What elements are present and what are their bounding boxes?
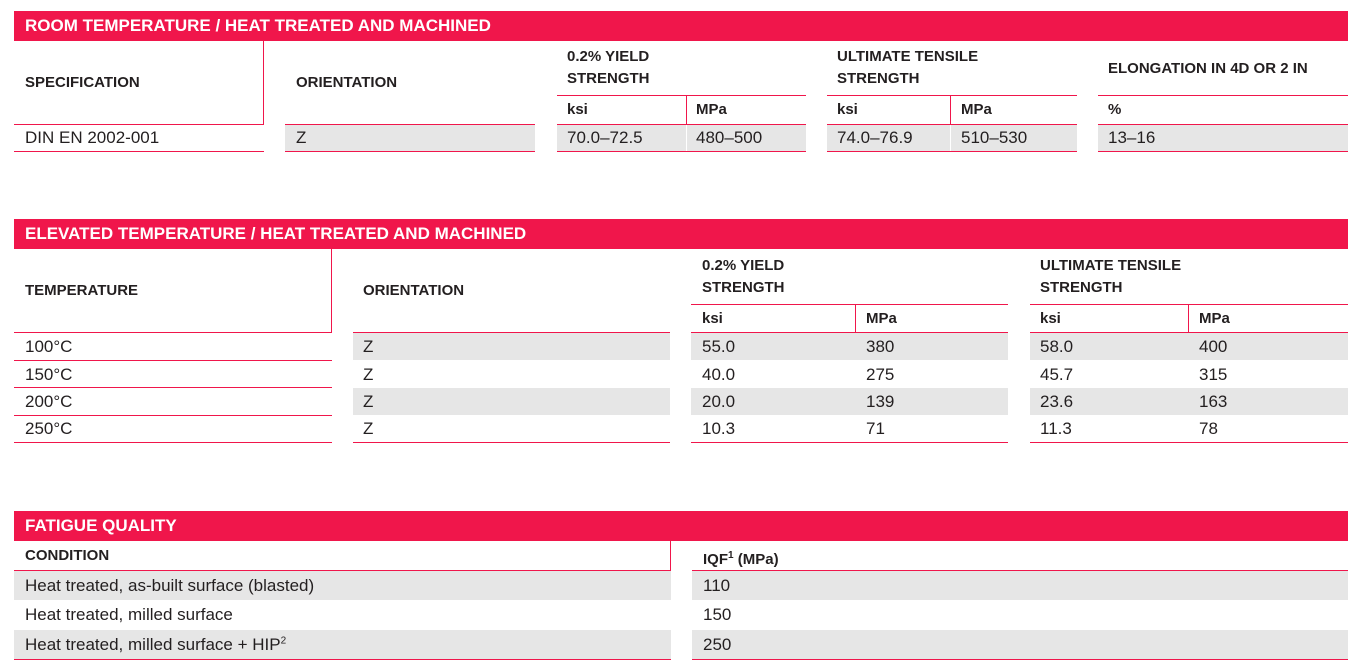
row-shade — [691, 333, 1008, 360]
header-yield-line2: STRENGTH — [702, 279, 785, 296]
header-yield-line2: STRENGTH — [567, 70, 650, 87]
row-shade — [1030, 388, 1348, 415]
elevated-orientation: Z — [363, 392, 374, 411]
room-uts-mpa: 510–530 — [961, 128, 1028, 147]
elevated-yield-ksi: 40.0 — [702, 365, 736, 384]
fatigue-condition: Heat treated, milled surface + $HIP^2$ — [25, 635, 287, 654]
header-yield-line1: 0.2% YIELD — [567, 48, 650, 65]
room-orientation: Z — [296, 128, 307, 147]
divider — [14, 360, 332, 361]
divider — [331, 249, 332, 332]
header-temperature: TEMPERATURE — [25, 282, 139, 299]
elevated-temperature: 150°C — [25, 365, 73, 384]
header-yield-mpa: MPa — [866, 310, 897, 327]
fatigue-iqf: 150 — [703, 605, 732, 624]
divider — [1098, 95, 1348, 96]
fatigue-condition: Heat treated, milled surface — [25, 605, 233, 624]
row-shade — [285, 125, 535, 151]
elevated-yield-ksi: 55.0 — [702, 337, 736, 356]
divider — [14, 124, 264, 125]
header-uts-line1: ULTIMATE TENSILE — [837, 48, 979, 65]
elevated-orientation: Z — [363, 337, 374, 356]
room-specification: DIN EN 2002-001 — [25, 128, 160, 147]
divider — [14, 151, 264, 152]
row-shade — [692, 630, 1348, 659]
divider — [353, 442, 670, 443]
header-uts-ksi: ksi — [1040, 310, 1061, 327]
elevated-temperature: 200°C — [25, 392, 73, 411]
fatigue-iqf: 110 — [703, 576, 731, 595]
elevated-uts-mpa: 163 — [1199, 392, 1228, 411]
room-yield-ksi: 70.0–72.5 — [567, 128, 643, 147]
elevated-orientation: Z — [363, 419, 374, 438]
elevated-uts-ksi: 45.7 — [1040, 365, 1074, 384]
header-condition: CONDITION — [25, 547, 110, 564]
divider — [285, 151, 535, 152]
room-temperature-title: ROOM TEMPERATURE / HEAT TREATED AND MACHINED — [14, 11, 1348, 41]
elevated-uts-mpa: 315 — [1199, 365, 1228, 384]
divider — [1030, 442, 1348, 443]
divider — [950, 95, 951, 125]
elevated-temperature: 250°C — [25, 419, 73, 438]
header-orientation: ORIENTATION — [363, 282, 465, 299]
header-iqf: IQF$^1$ (MPa) — [703, 550, 779, 568]
elevated-yield-mpa: 71 — [866, 419, 885, 438]
divider — [1098, 151, 1348, 152]
divider — [1188, 304, 1189, 332]
header-yield-mpa: MPa — [696, 101, 727, 118]
header-yield-ksi: ksi — [567, 101, 588, 118]
header-uts-line2: STRENGTH — [837, 70, 920, 87]
header-orientation: ORIENTATION — [296, 74, 398, 91]
header-elongation: ELONGATION IN 4D OR 2 IN — [1108, 60, 1308, 77]
divider — [686, 125, 687, 151]
elevated-uts-ksi: 11.3 — [1040, 419, 1072, 438]
elevated-orientation: Z — [363, 365, 374, 384]
fatigue-iqf: 250 — [703, 635, 732, 654]
header-uts-ksi: ksi — [837, 101, 858, 118]
divider — [691, 304, 1008, 305]
room-yield-mpa: 480–500 — [696, 128, 763, 147]
divider — [670, 541, 671, 571]
divider — [557, 95, 806, 96]
row-shade — [691, 388, 1008, 415]
fatigue-condition: Heat treated, as-built surface (blasted) — [25, 576, 315, 595]
divider — [691, 442, 1008, 443]
fatigue-quality-title: FATIGUE QUALITY — [14, 511, 1348, 541]
header-uts-line2: STRENGTH — [1040, 279, 1123, 296]
divider — [14, 415, 332, 416]
divider — [14, 387, 332, 388]
divider — [14, 442, 332, 443]
header-uts-line1: ULTIMATE TENSILE — [1040, 257, 1182, 274]
elevated-temperature: 100°C — [25, 337, 73, 356]
row-shade — [353, 388, 670, 415]
row-shade — [692, 571, 1348, 600]
elevated-uts-mpa: 78 — [1199, 419, 1218, 438]
divider — [692, 659, 1348, 660]
header-uts-mpa: MPa — [961, 101, 992, 118]
room-uts-ksi: 74.0–76.9 — [837, 128, 913, 147]
header-yield-ksi: ksi — [702, 310, 723, 327]
elevated-yield-ksi: 20.0 — [702, 392, 736, 411]
row-shade — [1030, 333, 1348, 360]
divider — [855, 304, 856, 332]
header-percent: % — [1108, 101, 1122, 118]
divider — [827, 95, 1077, 96]
header-specification: SPECIFICATION — [25, 74, 140, 91]
elevated-uts-mpa: 400 — [1199, 337, 1228, 356]
divider — [263, 41, 264, 125]
elevated-yield-ksi: 10.3 — [702, 419, 736, 438]
divider — [1030, 304, 1348, 305]
elevated-yield-mpa: 275 — [866, 365, 895, 384]
divider — [14, 659, 671, 660]
elevated-yield-mpa: 380 — [866, 337, 895, 356]
divider — [827, 151, 1077, 152]
divider — [14, 332, 332, 333]
elevated-uts-ksi: 23.6 — [1040, 392, 1074, 411]
header-yield-line1: 0.2% YIELD — [702, 257, 785, 274]
elevated-yield-mpa: 139 — [866, 392, 895, 411]
divider — [686, 95, 687, 125]
header-uts-mpa: MPa — [1199, 310, 1230, 327]
divider — [557, 151, 806, 152]
divider — [950, 125, 951, 151]
room-elongation: 13–16 — [1108, 128, 1156, 147]
row-shade — [353, 333, 670, 360]
elevated-temperature-title: ELEVATED TEMPERATURE / HEAT TREATED AND MACHINED — [14, 219, 1348, 249]
elevated-uts-ksi: 58.0 — [1040, 337, 1074, 356]
